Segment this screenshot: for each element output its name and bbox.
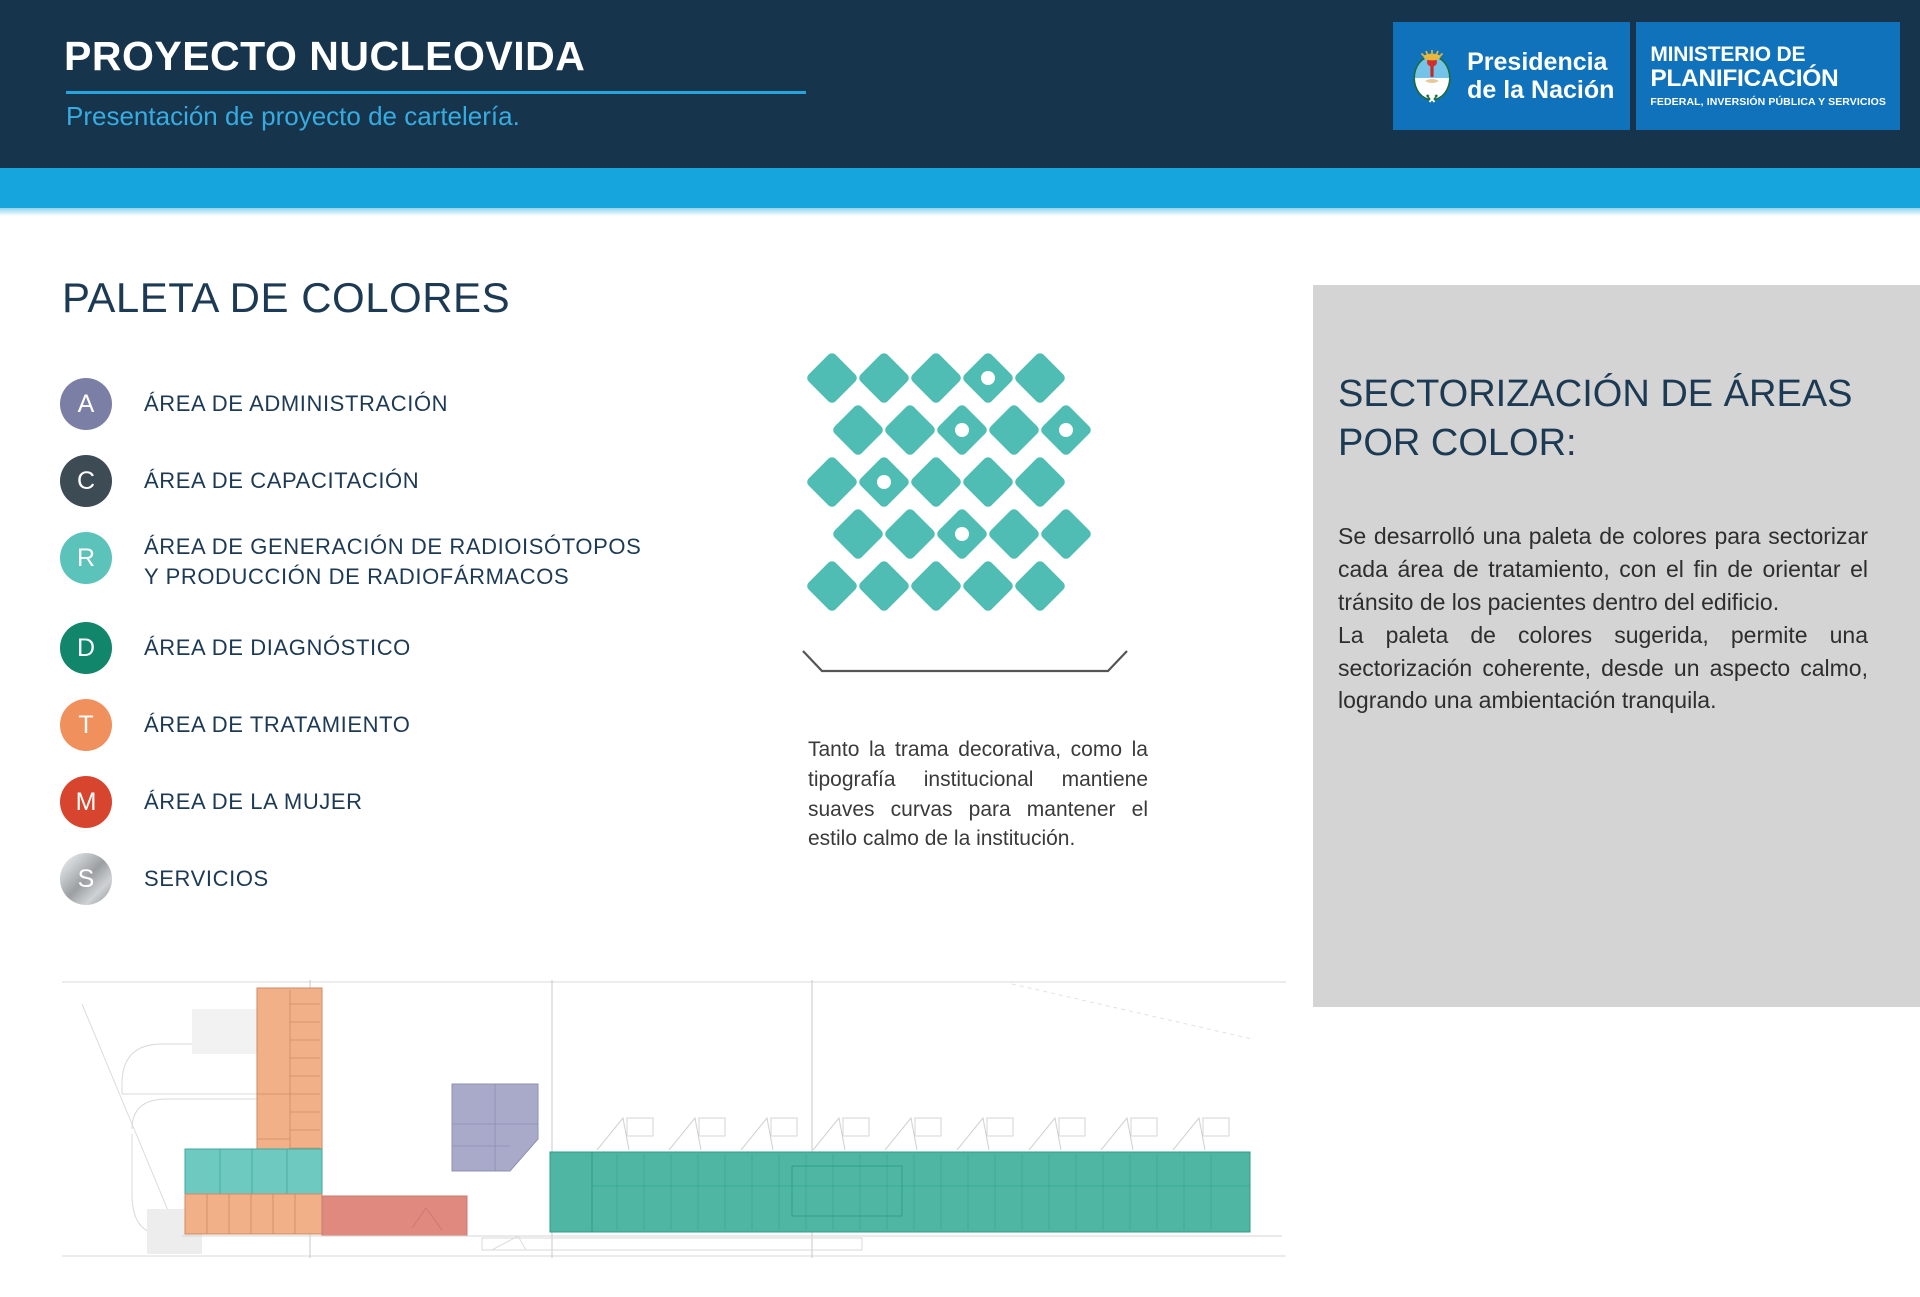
sector-panel-body — [1338, 520, 1868, 717]
decorative-diamond-pattern — [800, 350, 1120, 640]
legend-dot-letter: T — [78, 710, 94, 739]
presidencia-line2: de la Nación — [1467, 76, 1615, 104]
palette-section-title: PALETA DE COLORES — [62, 274, 511, 321]
legend-dot-letter: R — [76, 543, 96, 572]
legend-dot-s — [60, 853, 112, 905]
legend-label-s: SERVICIOS — [144, 866, 269, 891]
sector-paragraph-2: La paleta de colores sugerida, permite una sectorización coherente, desde un aspecto calmo, logrando una ambientación tranquila. — [1338, 621, 1868, 714]
legend-label-c: ÁREA DE CAPACITACIÓN — [144, 468, 420, 493]
legend-label-m: ÁREA DE LA MUJER — [144, 789, 363, 814]
legend-dot-d — [60, 622, 112, 674]
page-title: PROYECTO NUCLEOVIDA — [64, 33, 586, 79]
legend-row-c[interactable] — [60, 455, 760, 532]
logo-group — [1393, 22, 1900, 130]
legend-dot-r — [60, 532, 112, 584]
palette-legend — [60, 378, 760, 930]
page-subtitle: Presentación de proyecto de cartelería. — [66, 101, 520, 131]
legend-label-t: ÁREA DE TRATAMIENTO — [144, 712, 411, 737]
legend-row-m[interactable] — [60, 776, 760, 853]
presidencia-logo — [1393, 22, 1630, 130]
legend-row-d[interactable] — [60, 622, 760, 699]
legend-row-a[interactable] — [60, 378, 760, 455]
legend-dot-m — [60, 776, 112, 828]
title-divider — [66, 91, 806, 94]
legend-label-a: ÁREA DE ADMINISTRACIÓN — [144, 391, 449, 416]
slide-header — [0, 0, 1920, 168]
legend-row-s[interactable] — [60, 853, 760, 930]
building-floor-plan — [52, 974, 1296, 1264]
legend-dot-letter: D — [76, 633, 96, 662]
legend-row-r[interactable] — [60, 532, 760, 622]
legend-dot-letter: S — [77, 864, 95, 893]
legend-dot-letter: M — [75, 787, 97, 816]
legend-dot-letter: C — [76, 466, 96, 495]
legend-label-r: ÁREA DE GENERACIÓN DE RADIOISÓTOPOS Y PRODUCCIÓN DE RADIOFÁRMACOS — [144, 534, 642, 589]
ministerio-line2: PLANIFICACIÓN — [1650, 64, 1839, 92]
legend-dot-t — [60, 699, 112, 751]
presidencia-line1: Presidencia — [1467, 48, 1608, 76]
sector-panel — [1313, 285, 1920, 1007]
presidencia-logo-text — [1467, 48, 1614, 104]
pattern-caption: Tanto la trama decorativa, como la tipografía institucional mantiene suaves curvas para mantener el estilo calmo de la institución. — [808, 738, 1148, 851]
pattern-brace — [800, 650, 1130, 680]
ministerio-logo — [1636, 22, 1900, 130]
ministerio-line1: MINISTERIO DE — [1650, 42, 1806, 66]
sector-panel-title: SECTORIZACIÓN DE ÁREAS POR COLOR: — [1338, 373, 1853, 465]
sector-paragraph-1: Se desarrolló una paleta de colores para sectorizar cada área de tratamiento, con el fin de orientar el tránsito de los pacientes dentro del edificio. — [1338, 523, 1868, 615]
argentina-shield-icon — [1409, 47, 1455, 105]
legend-dot-a — [60, 378, 112, 430]
accent-bar — [0, 168, 1920, 208]
legend-dot-c — [60, 455, 112, 507]
legend-dot-letter: A — [77, 389, 95, 418]
legend-label-d: ÁREA DE DIAGNÓSTICO — [144, 635, 411, 660]
ministerio-line3: FEDERAL, INVERSIÓN PÚBLICA Y SERVICIOS — [1650, 95, 1886, 108]
legend-row-t[interactable] — [60, 699, 760, 776]
